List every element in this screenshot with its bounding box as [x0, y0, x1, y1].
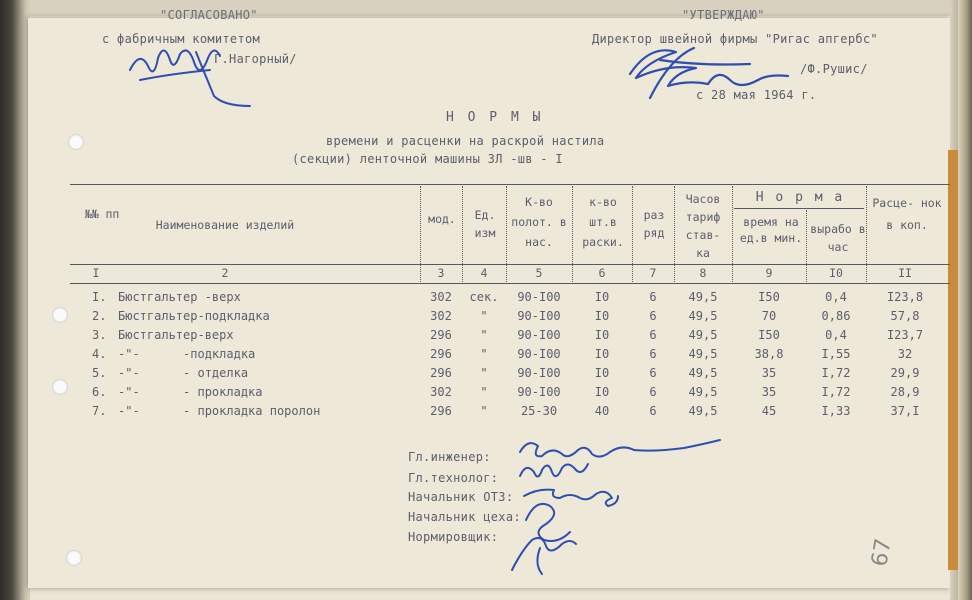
cell-output: I,33: [821, 404, 851, 418]
header-norm-output: вырабо в час: [810, 222, 866, 254]
cell-rate: 49,5: [688, 366, 718, 380]
column-number: 5: [535, 266, 543, 280]
column-numbers-rule: [70, 283, 950, 284]
column-number: 2: [221, 266, 229, 280]
cell-price: 32: [897, 347, 913, 361]
signature-left-ink: [130, 50, 250, 106]
cell-output: 0,4: [825, 328, 847, 342]
header-rate: Часов тариф став- ка: [685, 192, 721, 260]
cell-grade: 6: [649, 290, 657, 304]
cell-unit: ": [480, 328, 488, 342]
column-number: I0: [829, 266, 843, 280]
cell-model: 296: [430, 328, 452, 342]
sign-label-chief-technologist: Гл.технолог:: [408, 471, 499, 485]
cell-rate: 49,5: [688, 385, 718, 399]
cell-unit: ": [480, 404, 488, 418]
cell-no: 5.: [92, 366, 107, 380]
column-number: 8: [699, 266, 707, 280]
cell-no: 4.: [92, 347, 107, 361]
header-bottom-rule: [70, 264, 950, 265]
header-item-name: Наименование изделий: [155, 218, 295, 232]
cell-pieces: I0: [594, 385, 610, 399]
approval-left-line: с фабричным комитетом: [102, 32, 261, 46]
approval-right-name: /Ф.Рушис/: [800, 62, 868, 76]
cell-pieces: I0: [594, 328, 610, 342]
cell-model: 302: [430, 309, 452, 323]
approved-right-header: "УТВЕРЖДАЮ": [682, 8, 765, 22]
header-norm-time: время на ед.в мин.: [739, 215, 803, 245]
header-layers: К-во полот. в нас.: [511, 195, 567, 249]
approved-left-header: "СОГЛАСОВАНО": [160, 8, 258, 22]
column-number: 3: [437, 266, 445, 280]
cell-pieces: I0: [594, 290, 610, 304]
cell-layers: 90-I00: [517, 309, 561, 323]
column-number: 7: [649, 266, 657, 280]
signature-right-ink: [630, 48, 788, 98]
cell-price: 29,9: [890, 366, 920, 380]
sign-label-head-otz: Начальник ОТЗ:: [408, 490, 514, 504]
table-top-rule: [70, 184, 950, 185]
header-unit: Ед. изм: [474, 208, 496, 240]
cell-model: 296: [430, 404, 452, 418]
cell-no: I.: [92, 290, 107, 304]
cell-unit: сек.: [469, 290, 499, 304]
cell-output: 0,4: [825, 290, 847, 304]
header-norm-group: Н о р м а: [755, 190, 845, 205]
approval-left-name: Г.Нагорный/: [214, 52, 297, 66]
cell-name: -"- -подкладка: [118, 347, 256, 361]
cell-grade: 6: [649, 404, 657, 418]
cell-grade: 6: [649, 347, 657, 361]
norm-group-rule: [734, 208, 864, 209]
cell-model: 302: [430, 385, 452, 399]
approval-date: с 28 мая 1964 г.: [696, 88, 817, 102]
header-model: мод.: [428, 212, 456, 226]
cell-time: I50: [758, 290, 780, 304]
document-subtitle-line2: (секции) ленточной машины ЗЛ -шв - I: [292, 152, 563, 166]
signature-engineer-ink: [520, 440, 720, 457]
cell-time: 70: [761, 309, 777, 323]
cell-name: Бюстгальтер -верх: [118, 290, 241, 304]
cell-layers: 25-30: [520, 404, 558, 418]
cell-name: Бюстгальтер-подкладка: [118, 309, 270, 323]
sign-label-normer: Нормировщик:: [408, 530, 499, 544]
cell-pieces: 40: [594, 404, 610, 418]
cell-output: I,72: [821, 385, 851, 399]
cell-grade: 6: [649, 385, 657, 399]
pencil-page-number: 67: [867, 536, 897, 569]
cell-pieces: I0: [594, 347, 610, 361]
cell-rate: 49,5: [688, 404, 718, 418]
cell-pieces: I0: [594, 366, 610, 380]
column-number: 6: [598, 266, 606, 280]
cell-price: I23,8: [886, 290, 924, 304]
cell-no: 2.: [92, 309, 107, 323]
cell-price: 37,I: [890, 404, 920, 418]
cell-layers: 90-I00: [517, 347, 561, 361]
header-pieces: к-во шт.в раски.: [582, 195, 624, 249]
cell-model: 296: [430, 347, 452, 361]
cell-no: 7.: [92, 404, 107, 418]
cell-grade: 6: [649, 309, 657, 323]
document-title: Н О Р М Ы: [446, 110, 544, 125]
cell-output: 0,86: [821, 309, 851, 323]
cell-rate: 49,5: [688, 328, 718, 342]
cell-no: 3.: [92, 328, 107, 342]
cell-price: I23,7: [886, 328, 924, 342]
cell-name: Бюстгальтер-верх: [118, 328, 234, 342]
cell-unit: ": [480, 366, 488, 380]
cell-model: 302: [430, 290, 452, 304]
signature-technologist-ink: [520, 464, 588, 477]
column-number: 9: [765, 266, 773, 280]
signature-otz-ink: [524, 490, 618, 506]
cell-time: 45: [761, 404, 777, 418]
signature-shop-ink: [526, 504, 570, 541]
cell-pieces: I0: [594, 309, 610, 323]
cell-rate: 49,5: [688, 309, 718, 323]
cell-name: -"- - прокладка: [118, 385, 263, 399]
column-number: II: [898, 266, 912, 280]
cell-output: I,55: [821, 347, 851, 361]
approval-right-line: Директор швейной фирмы "Ригас апгербс": [592, 32, 878, 46]
cell-price: 28,9: [890, 385, 920, 399]
cell-time: 35: [761, 385, 777, 399]
cell-time: 35: [761, 366, 777, 380]
cell-grade: 6: [649, 328, 657, 342]
cell-rate: 49,5: [688, 347, 718, 361]
cell-layers: 90-I00: [517, 328, 561, 342]
header-price: Расце- нок в коп.: [872, 196, 942, 232]
cell-time: 38,8: [754, 347, 784, 361]
cell-model: 296: [430, 366, 452, 380]
cell-grade: 6: [649, 366, 657, 380]
cell-time: I50: [758, 328, 780, 342]
column-number: I: [92, 266, 100, 280]
document-subtitle-line1: времени и расценки на раскрой настила: [326, 134, 605, 148]
cell-no: 6.: [92, 385, 107, 399]
cell-unit: ": [480, 385, 488, 399]
cell-name: -"- - прокладка поролон: [118, 404, 321, 418]
cell-unit: ": [480, 347, 488, 361]
cell-layers: 90-I00: [517, 290, 561, 304]
header-number: №№ пп: [84, 207, 120, 221]
sign-label-chief-engineer: Гл.инженер:: [408, 450, 491, 464]
cell-layers: 90-I00: [517, 366, 561, 380]
cell-layers: 90-I00: [517, 385, 561, 399]
cell-output: I,72: [821, 366, 851, 380]
sign-label-head-shop: Начальник цеха:: [408, 510, 521, 524]
cell-price: 57,8: [890, 309, 920, 323]
cell-name: -"- - отделка: [118, 366, 249, 380]
cell-rate: 49,5: [688, 290, 718, 304]
signature-normer-ink: [512, 538, 576, 574]
column-number: 4: [480, 266, 488, 280]
header-grade: раз ряд: [643, 208, 665, 240]
cell-unit: ": [480, 309, 488, 323]
